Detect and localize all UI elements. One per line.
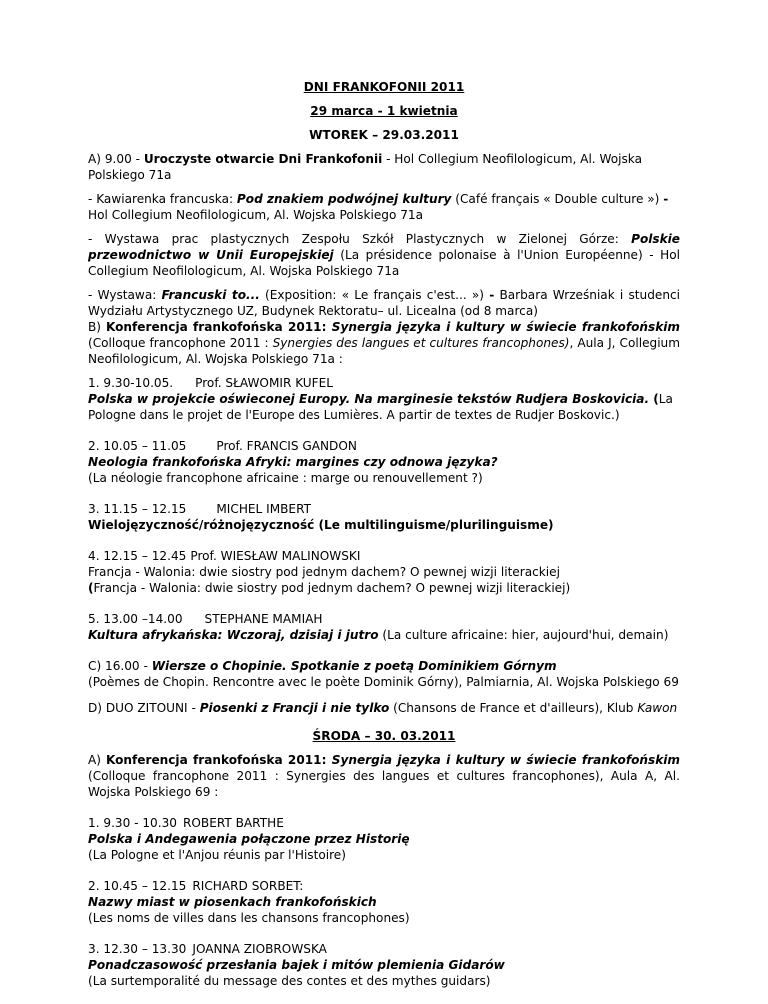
talk-4: 4. 12.15 – 12.45 Prof. WIESŁAW MALINOWSKI Francja - Walonia: dwie siostry pod jednym dachem? O pewnej wizji literackiej (Francja - Walonia: dwie siostry pod jednym dachem? O pewnej wizji literackiej) (88, 548, 680, 596)
talk-title: Polska i Andegawenia połączone przez Historię (88, 832, 410, 846)
item-concert: D) DUO ZITOUNI - Piosenki z Francji i nie tylko (Chansons de France et d'ailleurs), Klub Kawon (88, 701, 678, 715)
talk-title: Ponadczasowość przesłania bajek i mitów plemienia Gidarów (88, 958, 505, 972)
talk-translation: Francja - Walonia: dwie siostry pod jednym dachem? O pewnej wizji literackiej) (93, 581, 571, 595)
event-dates: 29 marca - 1 kwietnia (310, 104, 458, 118)
day-heading-wednesday: ŚRODA – 30. 03.2011 (312, 729, 456, 743)
talk-translation: (La Pologne et l'Anjou réunis par l'Histoire) (88, 848, 346, 862)
talk-title: Polska w projekcie oświeconej Europy. Na marginesie tekstów Rudjera Boskovicia. (88, 392, 650, 406)
talk-5: 5. 13.00 –14.00 STEPHANE MAMIAH Kultura afrykańska: Wczoraj, dzisiaj i jutro (La culture africaine: hier, aujourd'hui, demain) (88, 612, 669, 642)
speaker: Prof. WIESŁAW MALINOWSKI (190, 549, 361, 563)
event-title: Francuski to... (161, 288, 260, 302)
talk-day2-3: 3. 12.30 – 13.30 JOANNA ZIOBROWSKA Ponadczasowość przesłania bajek i mitów plemienia Gidarów (La surtemporalité du message des contes et des mythes guidars) (88, 941, 680, 989)
event-title: Piosenki z Francji i nie tylko (199, 701, 390, 715)
talk-translation: (Les noms de villes dans les chansons francophones) (88, 911, 410, 925)
conference-theme: Synergia języka i kultury w świecie frankofońskim (331, 753, 681, 767)
speaker: Prof. FRANCIS GANDON (216, 439, 357, 453)
venue-name: Kawon (637, 701, 678, 715)
speaker: JOANNA ZIOBROWSKA (192, 942, 327, 956)
event-title: Pod znakiem podwójnej kultury (236, 192, 452, 206)
speaker: RICHARD SORBET: (192, 879, 304, 893)
talk-translation: La Pologne dans le projet de l'Europe des Lumières. A partir de textes de Rudjer Boskovic.) (88, 392, 673, 422)
speaker: MICHEL IMBERT (216, 502, 311, 516)
document-page (88, 79, 680, 1004)
talk-title: Nazwy miast w piosenkach frankofońskich (88, 895, 377, 909)
talk-day2-1: 1. 9.30 - 10.30 ROBERT BARTHE Polska i Andegawenia połączone przez Historię (La Pologne et l'Anjou réunis par l'Histoire) (88, 815, 680, 863)
talk-title: Kultura afrykańska: Wczoraj, dzisiaj i jutro (88, 628, 379, 642)
conference-theme: Synergia języka i kultury w świecie frankofońskim (331, 320, 681, 334)
talk-translation: (La surtemporalité du message des contes et des mythes guidars) (88, 974, 491, 988)
item-exhibition-2: - Wystawa: Francuski to... (Exposition: « Le français c'est... ») - Barbara Wrześniak i studenci Wydziału Artystycznego UZ, Budynek Rektoratu– ul. Licealna (od 8 marca) (88, 288, 680, 318)
talk-title: Neologia frankofońska Afryki: margines czy odnowa języka? (88, 455, 498, 469)
talk-title: Wielojęzyczność/różnojęzyczność (Le multilinguisme/plurilinguisme) (88, 518, 554, 532)
speaker: ROBERT BARTHE (183, 816, 284, 830)
document-title: DNI FRANKOFONII 2011 (303, 80, 465, 94)
talk-day2-2: 2. 10.45 – 12.15 RICHARD SORBET: Nazwy miast w piosenkach frankofońskich (Les noms de villes dans les chansons francophones) (88, 878, 680, 926)
talk-1: 1. 9.30-10.05. Prof. SŁAWOMIR KUFEL Polska w projekcie oświeconej Europy. Na marginesie tekstów Rudjera Boskovicia. (La Pologne dans le projet de l'Europe des Lumières. A partir de textes de Rudjer Boskovic.) (88, 376, 673, 422)
item-conference-day2: A) Konferencja frankofońska 2011: Synergia języka i kultury w świecie frankofońskim (Colloque francophone 2011 : Synergies des langues et cultures francophones), Aula A, Al. Wojska Polskiego 69 : (88, 753, 681, 799)
item-exhibition-1: - Wystawa prac plastycznych Zespołu Szkół Plastycznych w Zielonej Górze: Polskie przewodnictwo w Unii Europejskiej (La présidence polonaise à l'Union Européenne) - Hol Collegium Neofilologicum, Al. Wojska Polskiego 71a (88, 232, 680, 278)
event-title: Polskie przewodnictwo w Unii Europejskiej (88, 232, 680, 262)
talk-translation: (La néologie francophone africaine : marge ou renouvellement ?) (88, 471, 483, 485)
talk-3: 3. 11.15 – 12.15 MICHEL IMBERT Wielojęzyczność/różnojęzyczność (Le multilinguisme/plurilinguisme) (88, 501, 680, 533)
event-title: Wiersze o Chopinie. Spotkanie z poetą Dominikiem Górnym (151, 659, 557, 673)
talk-2: 2. 10.05 – 11.05 Prof. FRANCIS GANDON Neologia frankofońska Afryki: margines czy odnowa języka? (La néologie francophone africaine : marge ou renouvellement ?) (88, 438, 680, 486)
talk-title: Francja - Walonia: dwie siostry pod jednym dachem? O pewnej wizji literackiej (88, 565, 560, 579)
item-opening: A) 9.00 - Uroczyste otwarcie Dni Frankofonii - Hol Collegium Neofilologicum, Al. Wojska Polskiego 71a (88, 152, 643, 182)
event-title: Uroczyste otwarcie Dni Frankofonii (143, 152, 383, 166)
speaker: Prof. SŁAWOMIR KUFEL (195, 376, 333, 390)
speaker: STEPHANE MAMIAH (204, 612, 323, 626)
item-cafe: - Kawiarenka francuska: Pod znakiem podwójnej kultury (Café français « Double culture ») - Hol Collegium Neofilologicum, Al. Wojska Polskiego 71a (88, 192, 669, 222)
item-conference: B) Konferencja frankofońska 2011: Synergia języka i kultury w świecie frankofońskim (Colloque francophone 2011 : Synergies des langues et cultures francophones), Aula J, Collegium Neofilologicum, Al. Wojska Polskiego 71a : (88, 320, 681, 366)
talk-translation: (La culture africaine: hier, aujourd'hui, demain) (378, 628, 669, 642)
day-heading-tuesday: WTOREK – 29.03.2011 (309, 128, 459, 142)
item-poems: C) 16.00 - Wiersze o Chopinie. Spotkanie z poetą Dominikiem Górnym (Poèmes de Chopin. Rencontre avec le poète Dominik Górny), Palmiarnia, Al. Wojska Polskiego 69 (88, 659, 679, 689)
